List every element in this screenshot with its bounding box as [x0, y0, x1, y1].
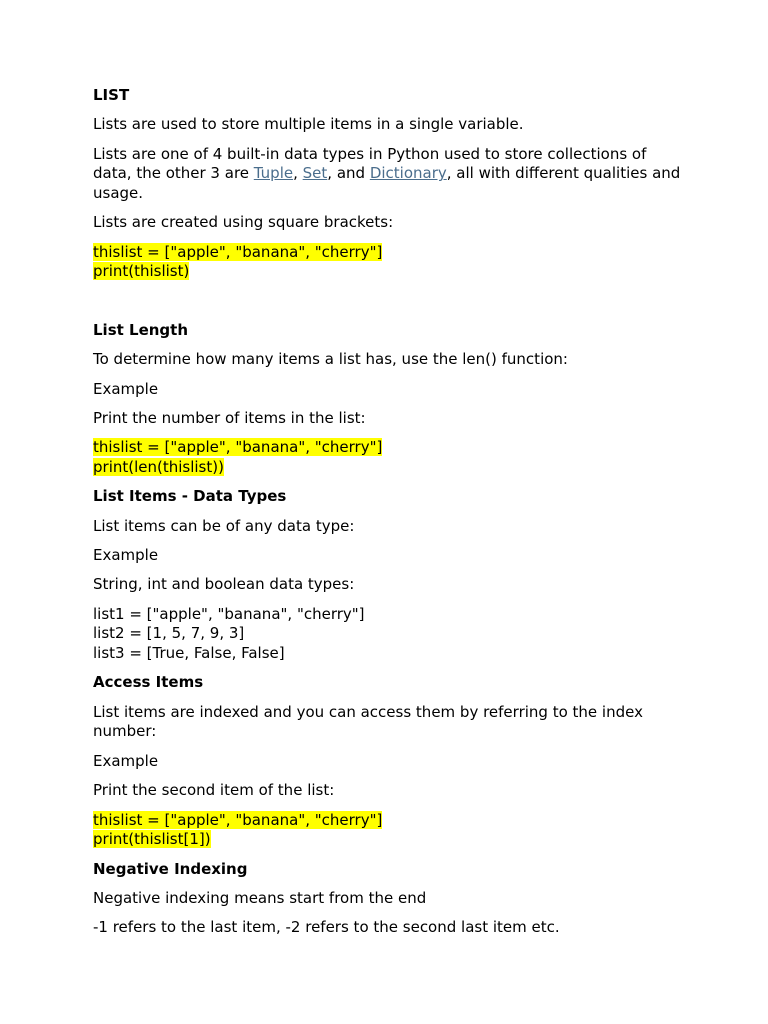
set-link[interactable]: Set — [302, 164, 328, 183]
code-line: list3 = [True, False, False] — [93, 644, 285, 663]
list-create-paragraph: Lists are created using square brackets: — [93, 213, 394, 232]
negative-indexing-detail-paragraph: -1 refers to the last item, -2 refers to the second last item etc. — [93, 918, 560, 937]
code-line: print(thislist) — [93, 262, 190, 281]
code-block-list-length — [93, 438, 683, 477]
code-line: print(thislist[1]) — [93, 830, 211, 849]
example-label: Example — [93, 546, 159, 565]
code-line: list1 = ["apple", "banana", "cherry"] — [93, 604, 365, 623]
list-length-example-paragraph: Print the number of items in the list: — [93, 408, 366, 427]
access-items-example-paragraph: Print the second item of the list: — [93, 781, 335, 800]
code-line: thislist = ["apple", "banana", "cherry"] — [93, 810, 383, 829]
heading-list-length: List Length — [93, 320, 189, 339]
tuple-link[interactable]: Tuple — [253, 164, 294, 183]
code-line: thislist = ["apple", "banana", "cherry"] — [93, 242, 383, 261]
example-label: Example — [93, 751, 159, 770]
separator-2: , and — [327, 164, 370, 183]
document-page — [93, 86, 683, 948]
list-intro-paragraph: Lists are used to store multiple items in a single variable. — [93, 115, 524, 134]
list-length-paragraph: To determine how many items a list has, use the len() function: — [93, 350, 568, 369]
negative-indexing-paragraph: Negative indexing means start from the end — [93, 888, 427, 907]
dictionary-link[interactable]: Dictionary — [369, 164, 447, 183]
heading-list: LIST — [93, 86, 130, 104]
code-block-data-types — [93, 605, 683, 664]
code-line: print(len(thislist)) — [93, 457, 224, 476]
code-line: list2 = [1, 5, 7, 9, 3] — [93, 624, 245, 643]
spacer — [93, 292, 683, 321]
heading-access-items: Access Items — [93, 673, 204, 692]
data-types-paragraph: List items can be of any data type: — [93, 516, 355, 535]
access-items-paragraph: List items are indexed and you can access them by referring to the index number: — [93, 702, 643, 741]
code-block-access-items — [93, 811, 683, 850]
heading-data-types: List Items - Data Types — [93, 487, 287, 506]
list-types-paragraph — [93, 145, 683, 204]
example-label: Example — [93, 379, 159, 398]
list-types-text-before: Lists are one of 4 built-in data types in Python used to store collections of data, the other 3 are — [93, 144, 647, 183]
code-block-list — [93, 243, 683, 282]
data-types-example-paragraph: String, int and boolean data types: — [93, 575, 355, 594]
heading-negative-indexing: Negative Indexing — [93, 859, 248, 878]
code-line: thislist = ["apple", "banana", "cherry"] — [93, 438, 383, 457]
list-types-text-after: , all with different qualities and usage. — [93, 164, 681, 202]
separator-1: , — [293, 164, 303, 183]
